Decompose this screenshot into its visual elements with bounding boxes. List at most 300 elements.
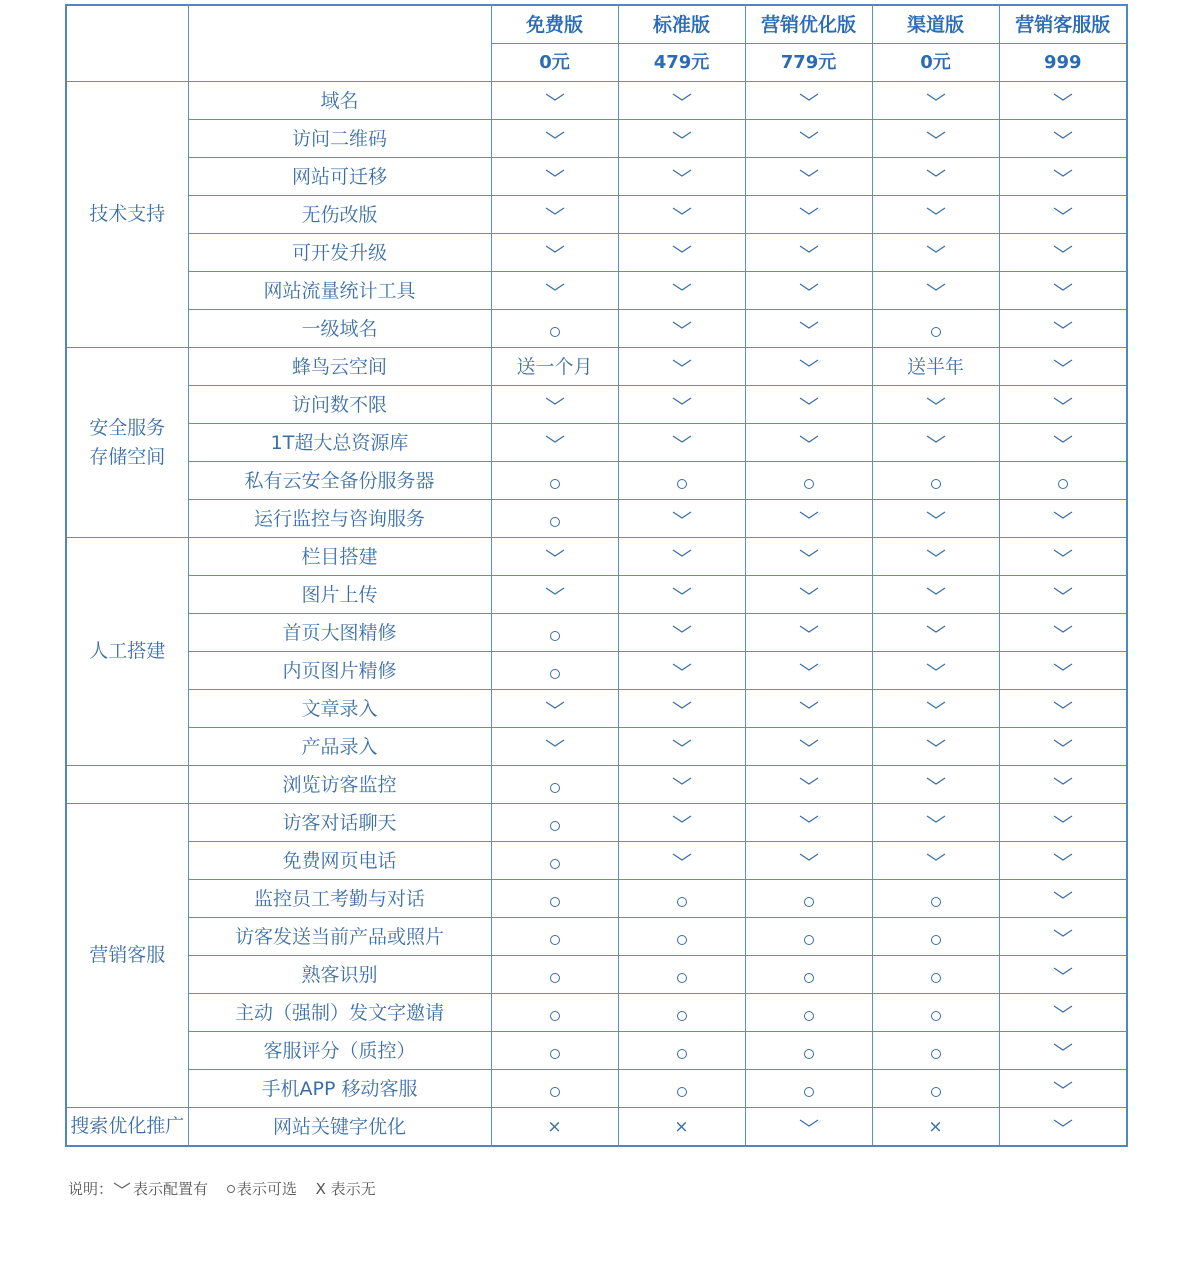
check-icon xyxy=(1053,656,1073,676)
check-icon xyxy=(1053,884,1073,904)
cell-included xyxy=(745,842,872,880)
optional-circle-icon xyxy=(931,327,941,337)
table-row xyxy=(66,462,1127,500)
optional-circle-icon xyxy=(677,935,687,945)
feature-name: 产品录入 xyxy=(188,728,491,766)
category-label: 营销客服 xyxy=(89,944,166,966)
feature-name: 浏览访客监控 xyxy=(188,766,491,804)
cell-included xyxy=(999,82,1127,120)
check-icon xyxy=(1053,618,1073,638)
cell-included xyxy=(745,424,872,462)
optional-circle-icon xyxy=(550,327,560,337)
cell-included xyxy=(618,538,745,576)
check-icon xyxy=(799,428,819,448)
feature-name: 首页大图精修 xyxy=(188,614,491,652)
cell-included xyxy=(999,386,1127,424)
feature-name: 无伤改版 xyxy=(188,196,491,234)
optional-circle-icon xyxy=(804,973,814,983)
table-row xyxy=(66,120,1127,158)
check-icon xyxy=(672,314,692,334)
cell-included xyxy=(745,766,872,804)
header-blank-category xyxy=(66,5,188,82)
cell-included xyxy=(618,728,745,766)
cell-included xyxy=(745,652,872,690)
cell-included xyxy=(745,158,872,196)
cell-included xyxy=(999,234,1127,272)
cell-not-included xyxy=(872,1108,999,1147)
cell-included xyxy=(618,386,745,424)
feature-name: 客服评分（质控） xyxy=(188,1032,491,1070)
check-icon xyxy=(1053,1036,1073,1056)
cell-optional xyxy=(491,652,618,690)
plan-name: 标准版 xyxy=(618,5,745,44)
check-icon xyxy=(799,770,819,790)
cell-included xyxy=(491,386,618,424)
check-icon xyxy=(545,732,565,752)
cell-included xyxy=(872,272,999,310)
optional-circle-icon xyxy=(677,479,687,489)
feature-name: 可开发升级 xyxy=(188,234,491,272)
cell-included xyxy=(999,880,1127,918)
optional-circle-icon xyxy=(931,1049,941,1059)
cell-optional xyxy=(745,994,872,1032)
table-row xyxy=(66,766,1127,804)
check-icon xyxy=(672,504,692,524)
cell-included xyxy=(745,348,872,386)
feature-name: 蜂鸟云空间 xyxy=(188,348,491,386)
cell-included xyxy=(745,386,872,424)
table-row xyxy=(66,956,1127,994)
cell-included xyxy=(618,196,745,234)
cell-included xyxy=(872,652,999,690)
cell-optional xyxy=(745,880,872,918)
check-icon xyxy=(799,352,819,372)
check-icon xyxy=(799,656,819,676)
cell-optional xyxy=(491,310,618,348)
check-icon xyxy=(545,124,565,144)
check-icon xyxy=(1053,1074,1073,1094)
category-label: 安全服务 xyxy=(89,416,166,439)
check-icon xyxy=(799,124,819,144)
cell-included xyxy=(745,82,872,120)
cell-included xyxy=(491,538,618,576)
optional-circle-icon xyxy=(804,897,814,907)
cell-included xyxy=(745,196,872,234)
cell-optional xyxy=(618,994,745,1032)
feature-name: 免费网页电话 xyxy=(188,842,491,880)
cell-included xyxy=(618,348,745,386)
cell-included xyxy=(872,842,999,880)
check-icon xyxy=(1053,770,1073,790)
cell-optional xyxy=(491,994,618,1032)
check-icon xyxy=(1053,542,1073,562)
check-icon xyxy=(1053,86,1073,106)
cross-icon: × xyxy=(547,1117,562,1137)
check-icon xyxy=(545,276,565,296)
optional-circle-icon xyxy=(550,1011,560,1021)
cell-included xyxy=(491,728,618,766)
optional-circle-icon xyxy=(677,1049,687,1059)
optional-circle-icon xyxy=(550,1049,560,1059)
cell-not-included xyxy=(491,1108,618,1147)
category-cell xyxy=(66,766,188,804)
optional-circle-icon xyxy=(804,479,814,489)
cell-included xyxy=(491,272,618,310)
check-icon xyxy=(926,504,946,524)
check-icon xyxy=(926,238,946,258)
table-row xyxy=(66,424,1127,462)
cell-optional xyxy=(872,956,999,994)
check-icon xyxy=(1053,352,1073,372)
table-row xyxy=(66,880,1127,918)
cell-included xyxy=(872,424,999,462)
optional-circle-icon xyxy=(550,783,560,793)
feature-name: 域名 xyxy=(188,82,491,120)
cell-included xyxy=(618,424,745,462)
cell-included xyxy=(618,614,745,652)
cell-included xyxy=(999,918,1127,956)
table-row xyxy=(66,804,1127,842)
check-icon xyxy=(1053,390,1073,410)
check-icon xyxy=(1053,808,1073,828)
plan-price: 999 xyxy=(999,44,1127,82)
cross-icon: × xyxy=(674,1117,689,1137)
cell-included xyxy=(745,272,872,310)
check-icon xyxy=(799,580,819,600)
check-icon xyxy=(113,1176,131,1194)
category-cell xyxy=(66,1108,188,1147)
plan-comparison-table xyxy=(65,4,1128,1147)
feature-name: 内页图片精修 xyxy=(188,652,491,690)
check-icon xyxy=(1053,732,1073,752)
cell-included xyxy=(999,120,1127,158)
cell-included xyxy=(999,538,1127,576)
check-icon xyxy=(926,694,946,714)
check-icon xyxy=(926,124,946,144)
check-icon xyxy=(672,808,692,828)
check-icon xyxy=(799,238,819,258)
check-icon xyxy=(672,86,692,106)
cell-included xyxy=(745,234,872,272)
optional-circle-icon xyxy=(227,1185,235,1193)
cell-included xyxy=(872,158,999,196)
check-icon xyxy=(672,200,692,220)
cell-optional xyxy=(872,1032,999,1070)
cell-included xyxy=(999,500,1127,538)
cell-included xyxy=(491,424,618,462)
table-row xyxy=(66,1032,1127,1070)
cell-optional xyxy=(872,1070,999,1108)
cell-included xyxy=(745,1108,872,1147)
plan-name: 营销优化版 xyxy=(745,5,872,44)
optional-circle-icon xyxy=(804,1011,814,1021)
cell-included xyxy=(999,576,1127,614)
cell-included xyxy=(999,158,1127,196)
feature-name: 图片上传 xyxy=(188,576,491,614)
cell-optional xyxy=(491,956,618,994)
check-icon xyxy=(1053,960,1073,980)
optional-circle-icon xyxy=(550,859,560,869)
cell-included xyxy=(999,652,1127,690)
table-row xyxy=(66,728,1127,766)
header-blank-feature xyxy=(188,5,491,82)
optional-circle-icon xyxy=(931,479,941,489)
cell-included xyxy=(745,500,872,538)
check-icon xyxy=(672,694,692,714)
check-icon xyxy=(1053,846,1073,866)
cell-included xyxy=(999,956,1127,994)
check-icon xyxy=(1053,922,1073,942)
check-icon xyxy=(926,656,946,676)
cell-included xyxy=(618,690,745,728)
cell-included xyxy=(999,310,1127,348)
plan-name: 免费版 xyxy=(491,5,618,44)
check-icon xyxy=(1053,124,1073,144)
legend xyxy=(68,1178,390,1199)
feature-name: 网站关键字优化 xyxy=(188,1108,491,1147)
check-icon xyxy=(926,276,946,296)
legend-optional-text: 表示可选 xyxy=(236,1180,297,1198)
cell-included xyxy=(491,82,618,120)
cell-included xyxy=(491,234,618,272)
feature-name: 访客对话聊天 xyxy=(188,804,491,842)
check-icon xyxy=(1053,238,1073,258)
cell-optional xyxy=(618,462,745,500)
table-row xyxy=(66,652,1127,690)
feature-name: 私有云安全备份服务器 xyxy=(188,462,491,500)
check-icon xyxy=(799,276,819,296)
cell-optional xyxy=(491,614,618,652)
optional-circle-icon xyxy=(677,1087,687,1097)
check-icon xyxy=(672,618,692,638)
cell-included xyxy=(618,234,745,272)
plan-price: 779元 xyxy=(745,44,872,82)
check-icon xyxy=(1053,428,1073,448)
optional-circle-icon xyxy=(550,479,560,489)
feature-name: 网站流量统计工具 xyxy=(188,272,491,310)
cell-text-value: 送一个月 xyxy=(491,348,618,386)
cell-included xyxy=(872,500,999,538)
cell-included xyxy=(999,994,1127,1032)
cell-included xyxy=(618,842,745,880)
cell-included xyxy=(618,576,745,614)
cell-included xyxy=(745,538,872,576)
table-row xyxy=(66,348,1127,386)
check-icon xyxy=(545,162,565,182)
category-cell xyxy=(66,82,188,348)
check-icon xyxy=(799,200,819,220)
cell-optional xyxy=(491,462,618,500)
plan-name: 营销客服版 xyxy=(999,5,1127,44)
optional-circle-icon xyxy=(550,669,560,679)
cell-included xyxy=(618,652,745,690)
cell-optional xyxy=(491,918,618,956)
cell-included xyxy=(999,1108,1127,1147)
check-icon xyxy=(926,390,946,410)
check-icon xyxy=(799,694,819,714)
legend-check-text: 表示配置有 xyxy=(133,1180,209,1198)
check-icon xyxy=(545,542,565,562)
optional-circle-icon xyxy=(931,897,941,907)
cell-text-value: 送半年 xyxy=(872,348,999,386)
table-row xyxy=(66,234,1127,272)
check-icon xyxy=(545,428,565,448)
cell-included xyxy=(999,690,1127,728)
optional-circle-icon xyxy=(550,897,560,907)
cell-optional xyxy=(618,880,745,918)
legend-none-text: X 表示无 xyxy=(315,1180,376,1198)
optional-circle-icon xyxy=(804,1087,814,1097)
cell-optional xyxy=(491,1032,618,1070)
table-row xyxy=(66,196,1127,234)
feature-name: 手机APP 移动客服 xyxy=(188,1070,491,1108)
cell-included xyxy=(872,120,999,158)
cell-included xyxy=(872,82,999,120)
optional-circle-icon xyxy=(550,973,560,983)
cell-included xyxy=(618,310,745,348)
cell-included xyxy=(872,576,999,614)
cell-optional xyxy=(745,1070,872,1108)
cell-included xyxy=(618,500,745,538)
check-icon xyxy=(926,542,946,562)
check-icon xyxy=(799,542,819,562)
cell-optional xyxy=(491,804,618,842)
check-icon xyxy=(1053,276,1073,296)
check-icon xyxy=(672,352,692,372)
check-icon xyxy=(926,580,946,600)
cell-not-included xyxy=(618,1108,745,1147)
cell-optional xyxy=(618,1070,745,1108)
plan-price: 0元 xyxy=(491,44,618,82)
cell-optional xyxy=(745,462,872,500)
check-icon xyxy=(799,618,819,638)
check-icon xyxy=(799,86,819,106)
feature-name: 监控员工考勤与对话 xyxy=(188,880,491,918)
feature-name: 1T超大总资源库 xyxy=(188,424,491,462)
check-icon xyxy=(672,656,692,676)
check-icon xyxy=(545,238,565,258)
cross-icon: × xyxy=(928,1117,943,1137)
check-icon xyxy=(799,504,819,524)
check-icon xyxy=(672,542,692,562)
cell-included xyxy=(745,576,872,614)
optional-circle-icon xyxy=(804,935,814,945)
optional-circle-icon xyxy=(550,1087,560,1097)
feature-name: 栏目搭建 xyxy=(188,538,491,576)
cell-included xyxy=(618,158,745,196)
optional-circle-icon xyxy=(550,517,560,527)
cell-included xyxy=(745,690,872,728)
table-row xyxy=(66,500,1127,538)
table-row xyxy=(66,614,1127,652)
cell-included xyxy=(999,196,1127,234)
cell-included xyxy=(872,196,999,234)
check-icon xyxy=(672,770,692,790)
check-icon xyxy=(1053,504,1073,524)
check-icon xyxy=(799,390,819,410)
check-icon xyxy=(926,428,946,448)
cell-included xyxy=(745,728,872,766)
optional-circle-icon xyxy=(931,1011,941,1021)
legend-prefix: 说明： xyxy=(68,1180,114,1198)
check-icon xyxy=(926,162,946,182)
cell-optional xyxy=(745,1032,872,1070)
cell-optional xyxy=(872,462,999,500)
feature-name: 运行监控与咨询服务 xyxy=(188,500,491,538)
optional-circle-icon xyxy=(931,1087,941,1097)
cell-included xyxy=(872,690,999,728)
cell-included xyxy=(618,272,745,310)
check-icon xyxy=(672,124,692,144)
check-icon xyxy=(672,580,692,600)
cell-included xyxy=(618,804,745,842)
check-icon xyxy=(672,162,692,182)
feature-name: 访问二维码 xyxy=(188,120,491,158)
table-row xyxy=(66,82,1127,120)
feature-name: 熟客识别 xyxy=(188,956,491,994)
optional-circle-icon xyxy=(677,897,687,907)
check-icon xyxy=(672,238,692,258)
check-icon xyxy=(799,732,819,752)
check-icon xyxy=(1053,314,1073,334)
check-icon xyxy=(926,770,946,790)
cell-included xyxy=(999,348,1127,386)
cell-optional xyxy=(872,310,999,348)
optional-circle-icon xyxy=(677,1011,687,1021)
category-cell xyxy=(66,804,188,1108)
cell-included xyxy=(999,804,1127,842)
check-icon xyxy=(926,732,946,752)
cell-included xyxy=(999,424,1127,462)
table-row xyxy=(66,918,1127,956)
check-icon xyxy=(1053,694,1073,714)
feature-name: 文章录入 xyxy=(188,690,491,728)
check-icon xyxy=(672,732,692,752)
table-row xyxy=(66,690,1127,728)
check-icon xyxy=(1053,1112,1073,1132)
cell-included xyxy=(999,1032,1127,1070)
table-row xyxy=(66,386,1127,424)
cell-included xyxy=(745,804,872,842)
cell-included xyxy=(872,538,999,576)
cell-included xyxy=(745,614,872,652)
category-label: 技术支持 xyxy=(89,203,166,225)
category-label: 存储空间 xyxy=(89,445,166,468)
cell-optional xyxy=(872,880,999,918)
check-icon xyxy=(545,694,565,714)
check-icon xyxy=(799,162,819,182)
category-cell xyxy=(66,538,188,766)
cell-included xyxy=(491,158,618,196)
check-icon xyxy=(799,846,819,866)
cell-included xyxy=(491,576,618,614)
feature-name: 网站可迁移 xyxy=(188,158,491,196)
check-icon xyxy=(672,390,692,410)
cell-optional xyxy=(745,918,872,956)
plan-price: 0元 xyxy=(872,44,999,82)
category-label: 人工搭建 xyxy=(89,640,166,662)
table-row xyxy=(66,310,1127,348)
cell-included xyxy=(618,120,745,158)
check-icon xyxy=(672,428,692,448)
cell-included xyxy=(872,728,999,766)
cell-included xyxy=(999,1070,1127,1108)
category-label: 搜索优化推广 xyxy=(70,1115,185,1137)
check-icon xyxy=(799,1112,819,1132)
plan-name: 渠道版 xyxy=(872,5,999,44)
optional-circle-icon xyxy=(804,1049,814,1059)
comparison-table-wrapper xyxy=(65,4,1126,1147)
